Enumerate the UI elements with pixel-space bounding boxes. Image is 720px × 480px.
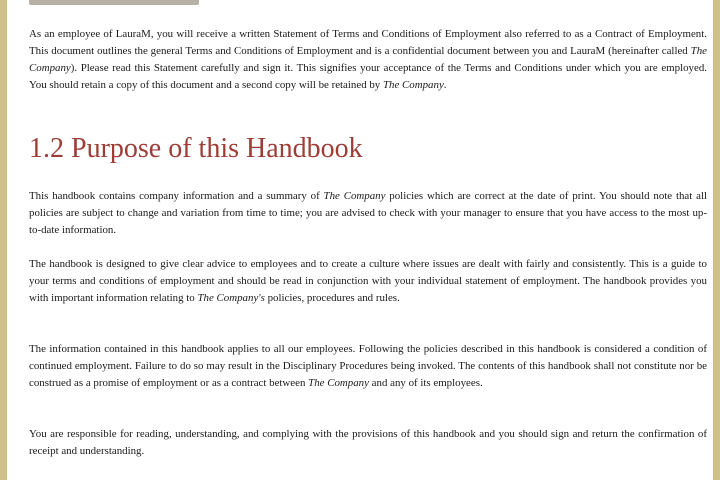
intro-text-b: ). Please read this Statement carefully and sign it. This signifies your acceptance of the Terms and Conditions under which you are employed. You should retain a copy of this document and a second copy will be retained by	[29, 62, 707, 91]
company-name: The Company	[308, 377, 369, 389]
section-heading: 1.2 Purpose of this Handbook	[29, 133, 363, 164]
paragraph-policies	[29, 188, 707, 239]
paragraph-text: policies which are correct at the date of print. You should note that all policies are subject to change and variation from time to time; you are advised to check with your manager to ensure that you have access to the most up-to-date information.	[29, 190, 707, 236]
company-name: The Company	[323, 190, 386, 202]
company-name: The Company	[382, 79, 444, 91]
intro-paragraph	[29, 26, 707, 94]
paragraph-text: This handbook contains company information and a summary of	[29, 190, 324, 202]
intro-text-c: .	[443, 79, 447, 91]
paragraph-applicability	[29, 341, 707, 392]
company-name: The Company's	[197, 292, 265, 304]
paragraph-text: The handbook is designed to give clear advice to employees and to create a culture where issues are dealt with fairly and consistently. This is a guide to your terms and conditions of employment and should be read in conjunction with your individual statement of employment. The handbook provides you with important information relating to	[29, 258, 707, 304]
cropped-heading-fragment	[29, 0, 199, 5]
paragraph-purpose	[29, 256, 707, 307]
paragraph-responsibility: You are responsible for reading, understanding, and complying with the provisions of this handbook and you should sign and return the confirmation of receipt and understanding.	[29, 428, 707, 457]
intro-text-a: As an employee of LauraM, you will receive a written Statement of Terms and Conditions of Employment also referred to as a Contract of Employment. This document outlines the general Terms and Conditions of Employment and is a confidential document between you and LauraM (hereinafter called	[29, 28, 707, 57]
document-page	[29, 0, 709, 480]
paragraph-text: and any of its employees.	[368, 377, 483, 389]
company-name: The Company	[29, 45, 707, 74]
paragraph-text: policies, procedures and rules.	[264, 292, 400, 304]
paragraph-text: The information contained in this handbook applies to all our employees. Following the policies described in this handbook is considered a condition of continued employment. Failure to do so may result in the Disciplinary Procedures being invoked. The contents of this handbook shall not constitute nor be construed as a promise of employment or as a contract between	[29, 343, 707, 389]
